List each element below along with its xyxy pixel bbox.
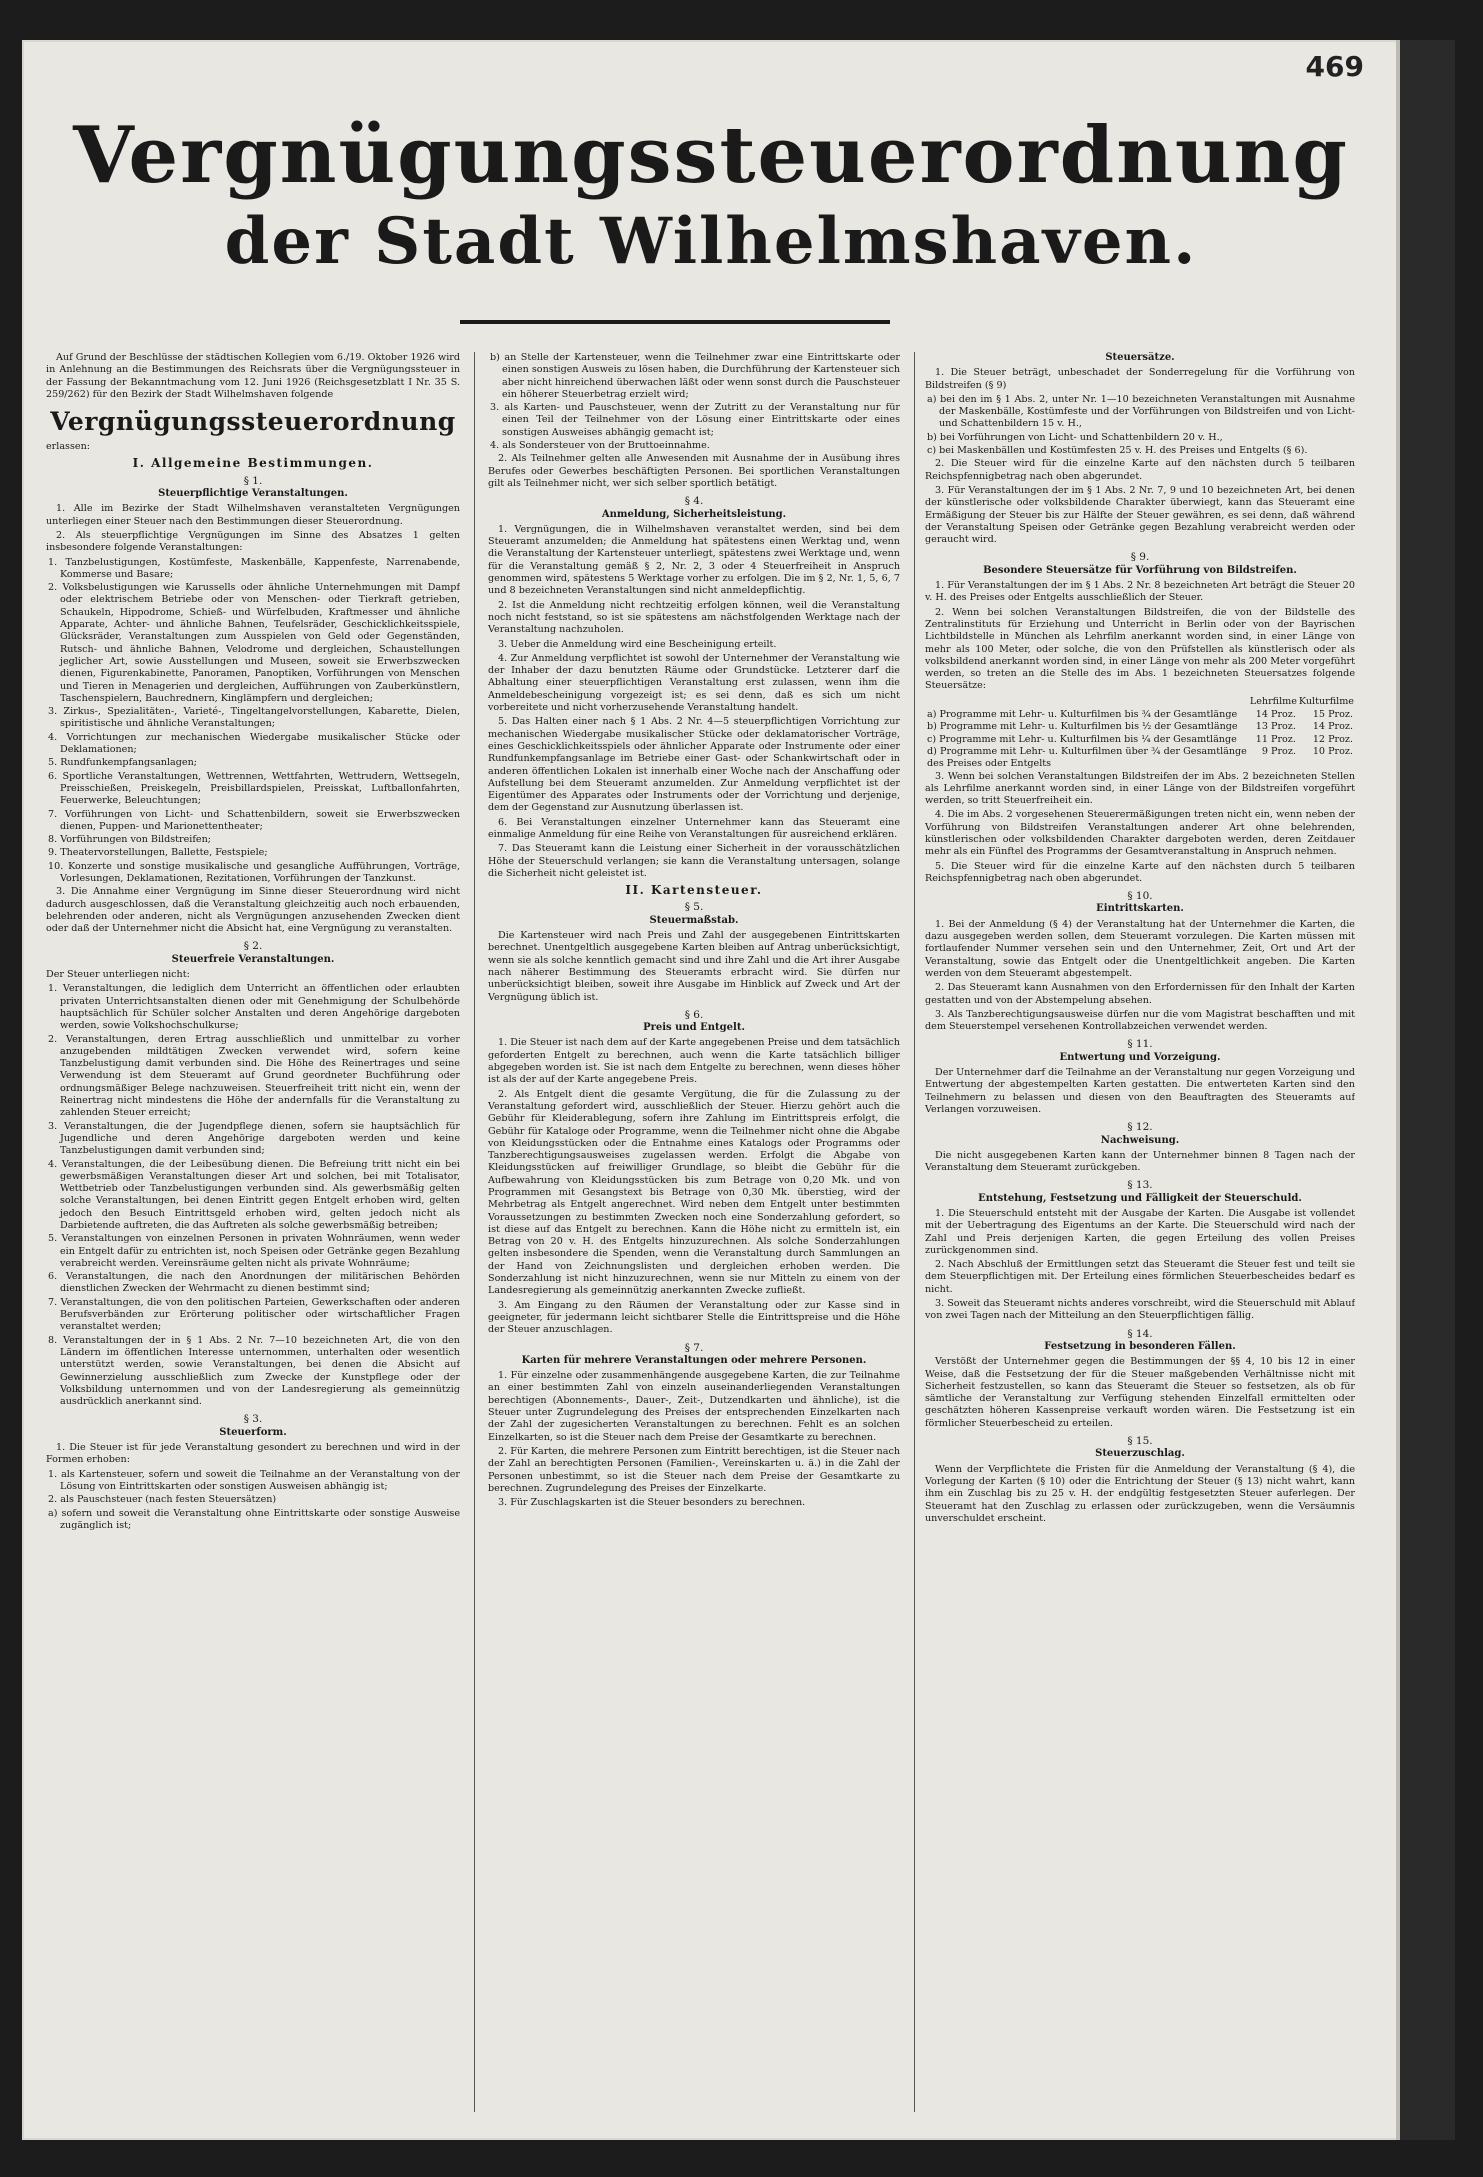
table-cell: d) Programme mit Lehr- u. Kulturfilmen über ¾ der Gesamtlänge des Preises oder Entgelts xyxy=(927,745,1247,770)
list-item: 8. Vorführungen von Bildstreifen; xyxy=(48,834,212,846)
headline-line-2: der Stadt Wilhelmshaven. xyxy=(224,204,1198,279)
section-title: Anmeldung, Sicherheitsleistung. xyxy=(601,508,787,520)
table-row xyxy=(925,746,1355,771)
table-row xyxy=(925,709,1355,721)
section-number: § 10. xyxy=(1127,890,1153,903)
paragraph: 4. Zur Anmeldung verpflichtet ist sowohl der Unternehmer der Veranstaltung wie der Inhaber der dazu benutzten Räume oder Grundstücke. Letzterer darf die Abhaltung einer steuerpflichtigen Veranstaltung erst zulassen, wenn ihm die Anmeldebescheinigung vorgezeigt ist; es sei denn, daß es sich um nicht vorbereitete und nicht vorherzusehende Veranstaltung handelt. xyxy=(488,652,900,714)
paragraph: 4. Die im Abs. 2 vorgesehenen Steuerermäßigungen treten nicht ein, wenn neben der Vorführung von Bildstreifen Veranstaltungen anderer Art ohne belehrenden, künstlerischen oder volksbildenden Charakter dargeboten werden, deren Zeitdauer mehr als ein Fünftel des Programms der Gesamtveranstaltung in Anspruch nehmen. xyxy=(925,809,1355,858)
list-item: 7. Veranstaltungen, die von den politischen Parteien, Gewerkschaften oder anderen Berufsverbänden zur Erörterung politischer oder wirtschaftlicher Fragen veranstaltet werden; xyxy=(48,1296,460,1333)
section-title: Nachweisung. xyxy=(1100,1134,1180,1146)
column-divider xyxy=(914,352,915,2112)
section-number: § 13. xyxy=(1127,1179,1153,1192)
list-item: 8. Veranstaltungen der in § 1 Abs. 2 Nr. 7—10 bezeichneten Art, die von den Ländern im öffentlichen Interesse unternommen, unterhalten oder wesentlich unterstützt werden, sowie Veranstaltungen, bei denen die Absicht auf Gewinnerzielung ausschließlich zum Zwecke der Kunstpflege oder der Volksbildung unternommen und von der Landesregierung als gemeinnützig ausdrücklich anerkannt sind. xyxy=(48,1334,460,1408)
paragraph: 3. Wenn bei solchen Veranstaltungen Bildstreifen der im Abs. 2 bezeichneten Stellen als Lehrfilme anerkannt worden sind, in einer Länge von der Bildstreifen vorgeführt werden, so tritt Steuerfreiheit ein. xyxy=(925,770,1355,807)
table-cell: 14 Proz. xyxy=(1312,721,1353,733)
paragraph: 1. Für einzelne oder zusammenhängende ausgegebene Karten, die zur Teilnahme an einer bestimmten Zahl von einzeln auseinanderliegenden Veranstaltungen berechtigen (Abonnements-, Dauer-, Zeit-, Dutzendkarten und ähnliche), ist die Steuer unter Zugrundelegung des Preises der entsprechenden Einzelkarten nach der Zahl der zugesicherten Veranstaltungen zu berechnen. Fehlt es an solchen Einzelkarten, so ist die Steuer nach dem Preise der Gesamtkarte zu berechnen. xyxy=(488,1370,900,1443)
table-cell: 13 Proz. xyxy=(1255,721,1296,733)
list-item: 6. Sportliche Veranstaltungen, Wettrennen, Wettfahrten, Wettrudern, Wettsegeln, Preisschießen, Preiskegeln, Preisbillardspielen, Preisskat, Luftballonfahrten, Feuerwerke, Beleuchtungen; xyxy=(48,770,460,807)
paragraph: 3. Ueber die Anmeldung wird eine Bescheinigung erteilt. xyxy=(498,638,777,650)
paragraph: 2. Als Entgelt dient die gesamte Vergütung, die für die Zulassung zu der Veranstaltung gefordert wird, ausschließlich der Steuer. Hierzu gehört auch die Gebühr für Kleiderablegung, sofern ihre Zahlung im Eintrittspreis erfolgt, die Gebühr für Kataloge oder Programme, wenn die Teilnehmer nicht ohne die Abgabe von Kleidungsstücken oder die Entnahme eines Katalogs oder Programms oder Tanzberechtigungsausweises zugelassen werden. Erfolgt die Abgabe von Kleidungsstücken auf freiwilliger Grundlage, so bleibt die Gebühr für die Aufbewahrung von Kleidungsstücken bis zum Betrage von 0,20 Mk. und von Programmen mit Gesangstext bis Betrage von 0,30 Mk. überstieg, wird der Mehrbetrag als Entgelt angerechnet. Wird neben dem Entgelt unter bestimmten Voraussetzungen zu bestimmten Zwecken noch eine Sonderzahlung gefordert, so ist diese auf das Entgelt zu berechnen. Kann die Höhe nicht zu ermitteln ist, ein Betrag von 20 v. H. des Entgelts hinzuzurechnen. Als solche Sonderzahlungen gelten insbesondere die Spenden, wenn die Veranstaltung durch Sammlungen an der Hand von Zeichnungslisten und dergleichen erhoben werden. Die Sonderzahlung ist nicht hinzuzurechnen, wenn sie nur Mitteln zu einem von der Landesregierung als gemeinnützig anerkannten Zwecke zufließt. xyxy=(488,1088,900,1297)
paragraph: 1. Die Steuer beträgt, unbeschadet der Sonderregelung für die Vorführung von Bildstreifen (§ 9) xyxy=(925,367,1355,391)
section-number: § 7. xyxy=(684,1341,704,1354)
paragraph: Verstößt der Unternehmer gegen die Bestimmungen der §§ 4, 10 bis 12 in einer Weise, daß die Festsetzung der für die Steuer maßgebenden Verhältnisse nicht mit Sicherheit festzustellen, so kann das Steueramt die Steuer so festsetzen, als ob für sämtliche der Veranstaltung zur Verfügung stehenden Einzelfall ermittelten oder geschätzten höheren Kassenpreise verkauft worden wären. Die Festsetzung ist ein förmlicher Steuerbescheid zu erteilen. xyxy=(925,1356,1355,1429)
section-title: Steuersätze. xyxy=(1105,352,1175,363)
paragraph: Der Steuer unterliegen nicht: xyxy=(46,969,190,981)
paragraph: 1. Für Veranstaltungen der im § 1 Abs. 2 Nr. 8 bezeichneten Art beträgt die Steuer 20 v. H. des Preises oder Entgelts ausschließlich der Steuer. xyxy=(925,580,1355,604)
section-number: § 14. xyxy=(1127,1327,1153,1340)
section-number: § 6. xyxy=(684,1008,704,1021)
list-item: 3. Veranstaltungen, die der Jugendpflege dienen, sofern sie hauptsächlich für Jugendliche und deren Angehörige dargeboten werden und keine Tanzbelustigungen damit verbunden sind; xyxy=(48,1120,460,1157)
intro-paragraph: Auf Grund der Beschlüsse der städtischen Kollegien vom 6./19. Oktober 1926 wird in Anlehnung an die Bestimmungen des Reichsrats über die Vergnügungssteuer in der Fassung der Bekanntmachung vom 12. Juni 1926 (Reichsgesetzblatt I Nr. 35 S. 259/262) für den Bezirk der Stadt Wilhelmshaven folgende xyxy=(46,352,460,400)
section-title: Preis und Entgelt. xyxy=(643,1022,745,1034)
paragraph: 1. Bei der Anmeldung (§ 4) der Veranstaltung hat der Unternehmer die Karten, die dazu ausgegeben werden sollen, dem Steueramt vorzulegen. Die Karten müssen mit fortlaufender Nummer versehen sein und den Unternehmer, Zeit, Ort und Art der Veranstaltung, sowie das Entgelt oder die Unentgeltlichkeit angeben. Die Karten werden von dem Steueramt abgestempelt. xyxy=(925,918,1355,979)
list-item: 1. als Kartensteuer, sofern und soweit die Teilnahme an der Veranstaltung von der Lösung von Eintrittskarten oder sonstigen Ausweisen abhängig ist; xyxy=(48,1468,460,1492)
paragraph: 1. Die Steuer ist für jede Veranstaltung gesondert zu berechnen und wird in der Formen erhoben: xyxy=(46,1442,460,1466)
list-item: 3. als Karten- und Pauschsteuer, wenn der Zutritt zu der Veranstaltung nur für einen Teil der Teilnehmer von der Lösung einer Eintrittskarte oder eines sonstigen Ausweises abhängig gemacht ist; xyxy=(490,402,900,438)
section-title: Steuerform. xyxy=(219,1426,287,1438)
list-item: b) bei Vorführungen von Licht- und Schattenbildern 20 v. H., xyxy=(927,431,1223,443)
table-cell: 10 Proz. xyxy=(1312,745,1353,757)
headline-rule xyxy=(460,320,890,324)
table-cell: 9 Proz. xyxy=(1261,745,1296,757)
paragraph: 2. Ist die Anmeldung nicht rechtzeitig erfolgen können, weil die Veranstaltung noch nicht feststand, so ist sie spätestens am nächstfolgenden Werktage nach der Veranstaltung nachzuholen. xyxy=(488,599,900,636)
column-header: Kulturfilme xyxy=(1298,695,1354,707)
list-item: 5. Veranstaltungen von einzelnen Personen in privaten Wohnräumen, wenn weder ein Entgelt dafür zu entrichten ist, noch Speisen oder Getränke gegen Bezahlung verabreicht werden. Vereinsräume gelten nicht als private Wohnräume; xyxy=(48,1233,460,1269)
section-title: Besondere Steuersätze für Vorführung von Bildstreifen. xyxy=(983,564,1297,576)
paragraph: 2. Das Steueramt kann Ausnahmen von den Erfordernissen für den Inhalt der Karten gestatten und von der Abstempelung absehen. xyxy=(925,982,1355,1006)
paragraph: Die Kartensteuer wird nach Preis und Zahl der ausgegebenen Eintrittskarten berechnet. Unentgeltlich ausgegebene Karten bleiben auf Antrag unberücksichtigt, wenn sie als solche kenntlich gemacht sind und ihre Zahl und die Art ihrer Ausgabe nach näherer Bestimmung des Steueramts erbracht wird. Sie dürfen nur unberücksichtigt bleiben, soweit ihre Ausgabe im Hinblick auf Zweck und Art der Vergnügung üblich ist. xyxy=(488,930,900,1003)
list-item: a) sofern und soweit die Veranstaltung ohne Eintrittskarte oder sonstige Ausweise zugänglich ist; xyxy=(48,1507,460,1531)
list-item: 2. als Pauschsteuer (nach festen Steuersätzen) xyxy=(48,1494,277,1506)
list-item: b) an Stelle der Kartensteuer, wenn die Teilnehmer zwar eine Eintrittskarte oder einen sonstigen Ausweis zu lösen haben, die Durchführung der Kartensteuer sich aber nicht hinreichend überwachen läßt oder wenn sonst durch die Pauschsteuer ein höherer Steuerbetrag erzielt wird; xyxy=(490,352,900,400)
tax-rate-table xyxy=(925,695,1355,771)
section-number: § 12. xyxy=(1127,1121,1153,1134)
paragraph: 3. Für Zuschlagskarten ist die Steuer besonders zu berechnen. xyxy=(498,1497,806,1509)
paragraph: 1. Alle im Bezirke der Stadt Wilhelmshaven veranstalteten Vergnügungen unterliegen einer Steuer nach den Bestimmungen dieser Steuerordnung. xyxy=(46,503,460,527)
paragraph: 7. Das Steueramt kann die Leistung einer Sicherheit in der vorausschätzlichen Höhe der Steuerschuld verlangen; sie kann die Veranstaltung untersagen, solange die Sicherheit nicht geleistet ist. xyxy=(488,843,900,879)
headline xyxy=(22,110,1400,282)
list-item: c) bei Maskenbällen und Kostümfesten 25 v. H. des Preises und Entgelts (§ 6). xyxy=(927,445,1308,457)
paragraph: 5. Die Steuer wird für die einzelne Karte auf den nächsten durch 5 teilbaren Reichspfennigbetrag nach oben abgerundet. xyxy=(925,860,1355,884)
page-edge xyxy=(1396,40,1400,2140)
binding-margin xyxy=(1400,40,1455,2140)
paragraph: 1. Die Steuerschuld entsteht mit der Ausgabe der Karten. Die Ausgabe ist vollendet mit der Uebertragung des Eigentums an der Karte. Die Steuerschuld wird nach der Zahl und Preis derjenigen Karten, die gegen Erteilung des vollen Preises zurückgenommen sind. xyxy=(925,1208,1355,1256)
table-row xyxy=(925,734,1355,746)
section-title: Steuerzuschlag. xyxy=(1095,1448,1185,1460)
section-title: Entstehung, Festsetzung und Fälligkeit der Steuerschuld. xyxy=(978,1192,1302,1204)
list-item: 4. Vorrichtungen zur mechanischen Wiedergabe musikalischer Stücke oder Deklamationen; xyxy=(48,731,460,756)
list-item: 2. Veranstaltungen, deren Ertrag ausschließlich und unmittelbar zu vorher anzugebenden mildtätigen Zwecken verwendet wird, sofern keine Tanzbelustigung damit verbunden sind. Die Höhe des Reinertrages und seine Verwendung ist dem Steueramt auf Grund geordneter Buchführung oder ordnungsmäßiger Belege nachzuweisen. Steuerfreiheit tritt nicht ein, wenn der Reinertrag nicht mindestens die Höhe der andernfalls für die Veranstaltung zu zahlenden Steuer erreicht; xyxy=(48,1033,460,1119)
list-item: 1. Veranstaltungen, die lediglich dem Unterricht an öffentlichen oder erlaubten privaten Unterrichtsanstalten dienen oder mit Genehmigung der Schulbehörde hauptsächlich für Schüler solcher Anstalten und deren Angehörige dargeboten werden, sowie Volkshochschulkurse; xyxy=(48,983,460,1032)
list-item: 10. Konzerte und sonstige musikalische und gesangliche Aufführungen, Vorträge, Vorlesungen, Deklamationen, Rezitationen, Vorführungen der Tanzkunst. xyxy=(48,860,460,884)
column-divider xyxy=(474,352,475,2112)
section-number: § 2. xyxy=(243,940,263,953)
section-number: § 15. xyxy=(1127,1435,1153,1448)
column-right xyxy=(925,352,1355,2132)
list-item: 6. Veranstaltungen, die nach den Anordnungen der militärischen Behörden dienstlichen Zwecken der Wehrmacht zu dienen bestimmt sind; xyxy=(48,1271,460,1295)
ordinance-subheading: Vergnügungssteuerordnung xyxy=(50,407,456,437)
column-middle xyxy=(488,352,900,2132)
table-header-row xyxy=(925,695,1355,709)
paragraph: 2. Als Teilnehmer gelten alle Anwesenden mit Ausnahme der in Ausübung ihres Berufes oder Gewerbes beschäftigten Personen. Bei sportlichen Veranstaltungen gilt als Teilnehmer nicht, wer sich selber sportlich betätigt. xyxy=(488,453,900,489)
paragraph: 3. Als Tanzberechtigungsausweise dürfen nur die vom Magistrat beschafften und mit dem Steuerstempel versehenen Kontrollabzeichen verwendet werden. xyxy=(925,1008,1355,1033)
table-cell: 15 Proz. xyxy=(1312,709,1353,721)
paragraph: 3. Soweit das Steueramt nichts anderes vorschreibt, wird die Steuerschuld mit Ablauf von zwei Tagen nach der Mitteilung an den Steuerpflichtigen fällig. xyxy=(925,1298,1355,1322)
section-number: § 11. xyxy=(1127,1038,1153,1051)
section-title: Entwertung und Vorzeigung. xyxy=(1059,1051,1221,1063)
paragraph: Der Unternehmer darf die Teilnahme an der Veranstaltung nur gegen Vorzeigung und Entwertung der abgestempelten Karten gestatten. Die entwerteten Karten sind den Teilnehmern zu belassen und diesen von den Beauftragten des Steueramts auf Verlangen vorzuweisen. xyxy=(925,1067,1355,1115)
part-heading: II. Kartensteuer. xyxy=(625,883,763,898)
paragraph: 3. Die Annahme einer Vergnügung im Sinne dieser Steuerordnung wird nicht dadurch ausgeschlossen, daß die Veranstaltung gleichzeitig auch noch erbauenden, belehrenden oder anderen, nicht als Vergnügungen anzusehenden Zwecken dient oder daß der Unternehmer nicht die Absicht hat, eine Vergnügung zu veranstalten. xyxy=(46,886,460,935)
section-title: Karten für mehrere Veranstaltungen oder mehrere Personen. xyxy=(521,1354,867,1366)
headline-line-1: Vergnügungssteuerordnung xyxy=(73,110,1349,201)
section-title: Steuermaßstab. xyxy=(649,914,739,926)
paragraph: 3. Am Eingang zu den Räumen der Veranstaltung oder zur Kasse sind in geeigneter, für jedermann leicht sichtbarer Stelle die Eintrittspreise und die Höhe der Steuer anzuschlagen. xyxy=(488,1299,900,1336)
paragraph: 3. Für Veranstaltungen der im § 1 Abs. 2 Nr. 7, 9 und 10 bezeichneten Art, bei denen der künstlerische oder volksbildende Charakter überwiegt, kann das Steueramt eine Ermäßigung der Steuer bis zur Hälfte der Steuer gewähren, es sei denn, daß während der Veranstaltung Speisen oder Getränke gegen Bezahlung verabreicht werden oder geraucht wird. xyxy=(925,484,1355,546)
paragraph: Die nicht ausgegebenen Karten kann der Unternehmer binnen 8 Tagen nach der Veranstaltung dem Steueramt zurückgeben. xyxy=(925,1149,1355,1174)
list-item: 4. Veranstaltungen, die der Leibesübung dienen. Die Befreiung tritt nicht ein bei gewerbsmäßigen Veranstaltungen dieser Art und solchen, bei mit Totalisator, Wettbetrieb oder Tanzbelustigungen verbunden sind. Als gewerbsmäßig gelten solche Veranstaltungen, bei denen Eintritt gegen Entgelt erhoben wird, gelten jedoch den Besuch Eintrittsgeld erhoben wird, gelten jedoch nicht als Darbietende auftreten, die das Auftreten als solche gewerbsmäßig betreiben; xyxy=(48,1158,460,1231)
paragraph: 5. Das Halten einer nach § 1 Abs. 2 Nr. 4—5 steuerpflichtigen Vorrichtung zur mechanischen Wiedergabe musikalischer Stücke oder deklamatorischer Vorträge, eines Geschicklichkeitsspiels oder ähnlicher Apparate oder Instrumente oder einer Rundfunkempfangsanlage im Betriebe einer Gast- oder Schankwirtschaft oder in anderen öffentlichen Lokalen ist innerhalb einer Woche nach der Anschaffung oder Aufstellung bei dem Steueramt anzumelden. Zur Anmeldung verpflichtet ist der Eigentümer des Apparates oder Instruments oder der Vorrichtung und derjenige, dem der Gegenstand zur Ausnutzung überlassen ist. xyxy=(488,716,900,814)
page-number: 469 xyxy=(1305,50,1364,83)
section-title: Festsetzung in besonderen Fällen. xyxy=(1044,1340,1236,1352)
paragraph: 2. Die Steuer wird für die einzelne Karte auf den nächsten durch 5 teilbaren Reichspfennigbetrag nach oben abgerundet. xyxy=(925,458,1355,482)
paragraph: 6. Bei Veranstaltungen einzelner Unternehmer kann das Steueramt eine einmalige Anmeldung für eine Reihe von Veranstaltungen für ausreichend erklären. xyxy=(488,816,900,840)
section-number: § 4. xyxy=(684,495,704,508)
section-number: § 1. xyxy=(243,474,263,487)
list-item: a) bei den im § 1 Abs. 2, unter Nr. 1—10 bezeichneten Veranstaltungen mit Ausnahme der Maskenbälle, Kostümfeste und der Vorführungen von Bildstreifen und von Licht- und Schattenbildern 15 v. H., xyxy=(927,393,1355,430)
paragraph: 2. Als steuerpflichtige Vergnügungen im Sinne des Absatzes 1 gelten insbesondere folgende Veranstaltungen: xyxy=(46,529,460,554)
list-item: 1. Tanzbelustigungen, Kostümfeste, Maskenbälle, Kappenfeste, Narrenabende, Kommerse und Basare; xyxy=(48,556,460,580)
list-item: 5. Rundfunkempfangsanlagen; xyxy=(48,757,197,769)
column-header: Lehrfilme xyxy=(1249,695,1297,707)
list-item: 4. als Sondersteuer von der Bruttoeinnahme. xyxy=(490,440,710,452)
paragraph: Wenn der Verpflichtete die Fristen für die Anmeldung der Veranstaltung (§ 4), die Vorlegung der Karten (§ 10) oder die Entrichtung der Steuer (§ 13) nicht wahrt, kann ihm ein Zuschlag bis zu 25 v. H. der endgültig festgesetzten Steuer auferlegen. Der Steueramt hat den Zuschlag zu erlassen oder zurückzugeben, wenn die Versäumnis unverschuldet erscheint. xyxy=(925,1463,1355,1524)
part-heading: I. Allgemeine Bestimmungen. xyxy=(132,456,374,471)
table-cell: 11 Proz. xyxy=(1255,733,1296,745)
list-item: 9. Theatervorstellungen, Ballette, Festspiele; xyxy=(48,847,268,859)
paragraph: 2. Wenn bei solchen Veranstaltungen Bildstreifen, die von der Bildstelle des Zentralinstituts für Erziehung und Unterricht in Berlin oder von der Bayrischen Lichtbildstelle in München als Lehrfilm anerkannt worden sind, in einer Länge von mehr als 100 Meter, oder solche, die von den Prüfstellen als künstlerisch oder als volksbildend anerkannt worden sind, in einer Länge von mehr als 200 Meter vorgeführt werden, so treten an die Stelle des im Abs. 1 bezeichneten Steuersatzes folgende Steuersätze: xyxy=(925,606,1355,692)
table-cell: 12 Proz. xyxy=(1312,733,1353,745)
paragraph: 1. Die Steuer ist nach dem auf der Karte angegebenen Preise und dem tatsächlich geforderten Entgelt zu berechnen, auch wenn die Karte tatsächlich billiger abgegeben worden ist. Sie ist nach dem Entgelte zu berechnen, wenn dieses höher ist als der auf der Karte angegebene Preis. xyxy=(488,1037,900,1086)
table-cell: c) Programme mit Lehr- u. Kulturfilmen bis ¼ der Gesamtlänge xyxy=(927,733,1237,745)
section-number: § 3. xyxy=(243,1413,263,1426)
list-item: 3. Zirkus-, Spezialitäten-, Varieté-, Tingeltangelvorstellungen, Kabarette, Dielen, spiritistische und ähnliche Veranstaltungen; xyxy=(48,706,460,730)
section-number: § 5. xyxy=(684,901,704,914)
list-item: 7. Vorführungen von Licht- und Schattenbildern, soweit sie Erwerbszwecken dienen, Puppen- und Marionettentheater; xyxy=(48,808,460,832)
column-left xyxy=(46,352,460,2132)
table-cell: b) Programme mit Lehr- u. Kulturfilmen bis ½ der Gesamtlänge xyxy=(927,721,1238,733)
section-title: Steuerfreie Veranstaltungen. xyxy=(171,953,335,965)
section-number: § 9. xyxy=(1130,551,1150,564)
section-title: Steuerpflichtige Veranstaltungen. xyxy=(158,488,348,500)
table-row xyxy=(925,721,1355,733)
paragraph: 2. Nach Abschluß der Ermittlungen setzt das Steueramt die Steuer fest und teilt sie dem Steuerpflichtigen mit. Der Erteilung eines förmlichen Steuerbescheides bedarf es nicht. xyxy=(925,1259,1355,1295)
enacted-label: erlassen: xyxy=(46,441,90,453)
table-cell: a) Programme mit Lehr- u. Kulturfilmen bis ¾ der Gesamtlänge xyxy=(927,709,1238,721)
paragraph: 2. Für Karten, die mehrere Personen zum Eintritt berechtigen, ist die Steuer nach der Zahl an berechtigten Personen (Familien-, Vereinskarten u. ä.) in die Zahl der Personen unbestimmt, so ist die Steuer nach dem Preise der Gesamtkarte zu berechnen. Zugrundelegung des Preises der Einzelkarte. xyxy=(488,1445,900,1494)
table-cell: 14 Proz. xyxy=(1255,709,1296,721)
list-item: 2. Volksbelustigungen wie Karussells oder ähnliche Unternehmungen mit Dampf oder elektrischem Betriebe oder von Menschen- oder Tierkraft getrieben, Schaukeln, Hippodrome, Schieß- und Würfelbuden, Kraftmesser und ähnliche Apparate, Achter- und ähnliche Bahnen, Teufelsräder, Geschicklichkeitsspiele, Glücksräder, Veranstaltungen zum Ausspielen von Geld oder Gegenständen, Rutsch- und ähnliche Bahnen, Velodrome und dergleichen, Schaustellungen jeglicher Art, sowie Ausstellungen und Museen, soweit sie Erwerbszwecken dienen, Figurenkabinette, Panoramen, Panoptiken, Vorführungen von Menschen und Tieren in Menagerien und dergleichen, Aufführungen von Zauberkünstlern, Taschenspielern, Bauchrednern, Kinglämpfern und dergleichen; xyxy=(48,582,460,704)
section-title: Eintrittskarten. xyxy=(1096,903,1184,915)
newspaper-page xyxy=(22,40,1400,2140)
paragraph: 1. Vergnügungen, die in Wilhelmshaven veranstaltet werden, sind bei dem Steueramt anzumelden; die Anmeldung hat spätestens einen Werktag und, wenn die Veranstaltung der Kartensteuer unterliegt, spätestens zwei Werktage und, wenn für die Veranstaltung gemäß § 2, Nr. 2, 3 oder 4 Steuerfreiheit in Anspruch genommen wird, spätestens 5 Werktage vorher zu erfolgen. Die im § 2, Nr. 1, 5, 6, 7 und 8 bezeichneten Veranstaltungen sind nicht anmeldepflichtig. xyxy=(488,523,900,597)
